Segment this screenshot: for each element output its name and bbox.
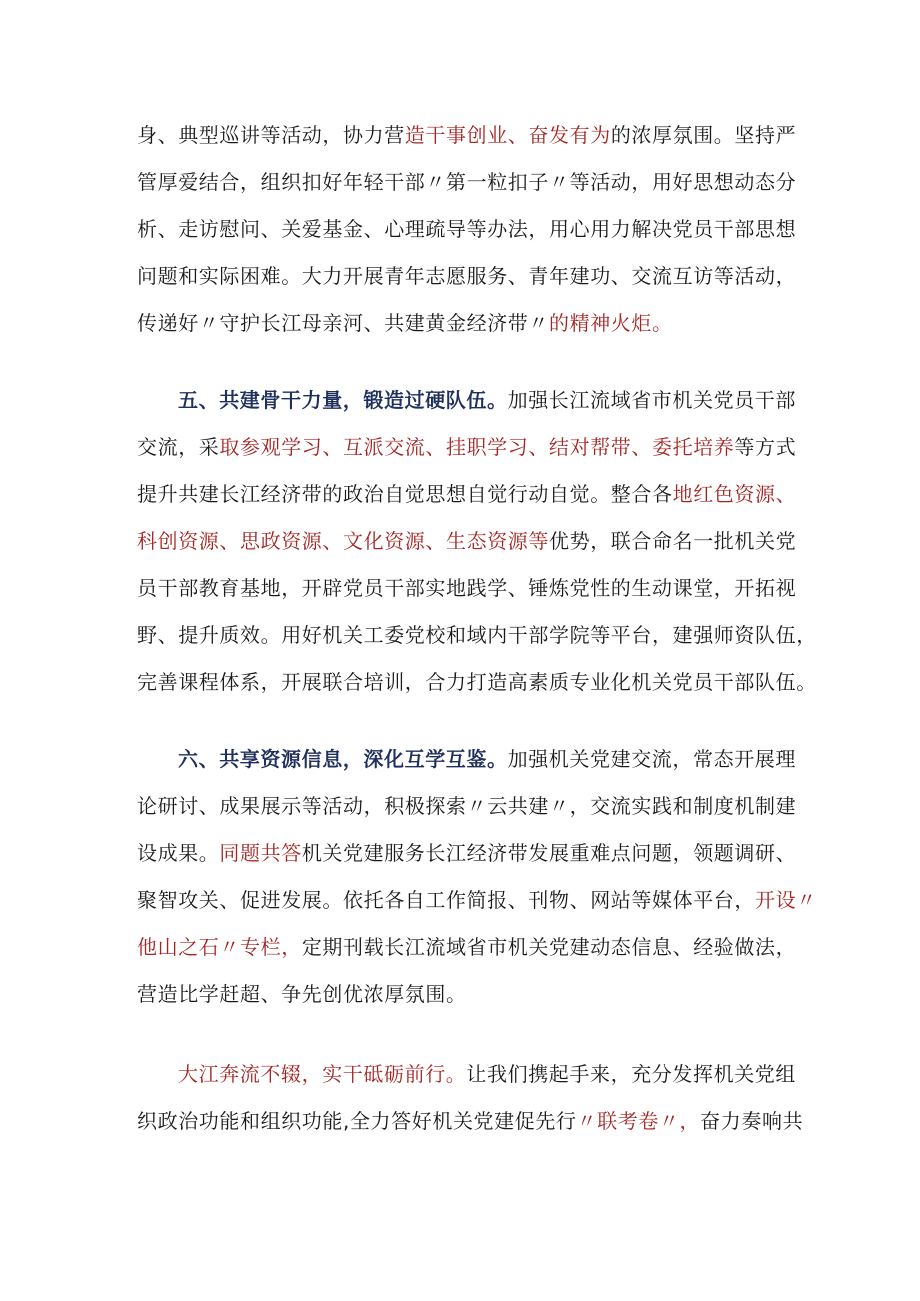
highlight-run: 科创资源、思政资源、文化资源、生态资源等: [137, 529, 549, 553]
text-line: 管厚爱结合，组织扣好年轻干部〃第一粒扣子〃等活动，用好思想动态分: [137, 170, 797, 194]
paragraph-3: [137, 736, 817, 1018]
text-line: [137, 736, 797, 783]
highlight-run: 大江奔流不辍，实干砥砺前行。: [178, 1062, 467, 1086]
section-heading: 五、共建骨干力量，锻造过硬队伍。: [178, 388, 508, 412]
text-run: 机关党建服务长江经济带发展重难点问题，领题调研、: [301, 841, 797, 865]
text-line: 营造比学赶超、争先创优浓厚氛围。: [137, 982, 467, 1006]
text-run: 等方式: [734, 435, 797, 459]
highlight-run: 他山之石〃专栏，: [137, 935, 302, 959]
text-line: [137, 424, 797, 471]
text-run: 传递好〃守护长江母亲河、共建黄金经济带〃: [137, 311, 549, 335]
text-line: [137, 924, 797, 971]
highlight-run: 地红色资源、: [672, 482, 797, 506]
text-line: [137, 300, 797, 347]
text-line: [137, 518, 797, 565]
highlight-run: 造干事创业、奋发有为: [404, 123, 611, 147]
highlight-run: 同题共答: [219, 841, 302, 865]
text-line: 员干部教育基地，开辟党员干部实地践学、锤炼党性的生动课堂，开拓视: [137, 576, 797, 600]
section-heading: 六、共享资源信息，深化互学互鉴。: [178, 747, 508, 771]
text-run: 定期刊载长江流域省市机关党建动态信息、经验做法，: [301, 935, 797, 959]
text-run: 身、典型巡讲等活动，协力营: [137, 123, 405, 147]
text-run: 优势，联合命名一批机关党: [549, 529, 797, 553]
text-line: [137, 1098, 804, 1145]
text-run: 交流，采: [137, 435, 220, 459]
highlight-run: 〃联考卷〃，: [576, 1109, 701, 1133]
text-run: 让我们携起手来，充分发挥机关党组: [466, 1062, 797, 1086]
text-run: 设成果。: [137, 841, 220, 865]
text-run: 加强机关党建交流，常态开展理: [507, 747, 797, 771]
highlight-run: 取参观学习、互派交流、挂职学习、结对帮带、委托培养: [219, 435, 735, 459]
text-line: 析、走访慰问、关爱基金、心理疏导等办法，用心用力解决党员干部思想: [137, 217, 797, 241]
text-line: 论研讨、成果展示等活动，积极探索〃云共建〃，交流实践和制度机制建: [137, 794, 797, 818]
text-run: 织政治功能和组织功能,全力答好机关党建促先行: [137, 1109, 577, 1133]
text-line: [137, 1051, 797, 1098]
paragraph-2: [137, 377, 817, 706]
highlight-run: 的精神火炬。: [549, 311, 673, 335]
text-line: 问题和实际困难。大力开展青年志愿服务、青年建功、交流互访等活动，: [137, 264, 797, 288]
text-line: [137, 471, 797, 518]
text-run: 的浓厚氛围。坚持严: [610, 123, 797, 147]
text-run: 提升共建长江经济带的政治自觉思想自觉行动自觉。整合各: [137, 482, 673, 506]
text-line: [137, 877, 817, 924]
text-run: 加强长江流域省市机关党员干部: [507, 388, 797, 412]
text-line: 完善课程体系，开展联合培训，合力打造高素质专业化机关党员干部队伍。: [137, 670, 817, 694]
text-line: [137, 830, 797, 877]
text-run: 奋力奏响共: [700, 1109, 804, 1133]
text-line: 野、提升质效。用好机关工委党校和域内干部学院等平台，建强师资队伍，: [137, 623, 817, 647]
paragraph-4: [137, 1051, 804, 1145]
paragraph-1: [137, 112, 797, 347]
highlight-run: 开设〃: [755, 888, 817, 912]
text-line: [137, 112, 797, 159]
text-run: 聚智攻关、促进发展。依托各自工作简报、刊物、网站等媒体平台，: [137, 888, 755, 912]
text-line: [137, 377, 797, 424]
